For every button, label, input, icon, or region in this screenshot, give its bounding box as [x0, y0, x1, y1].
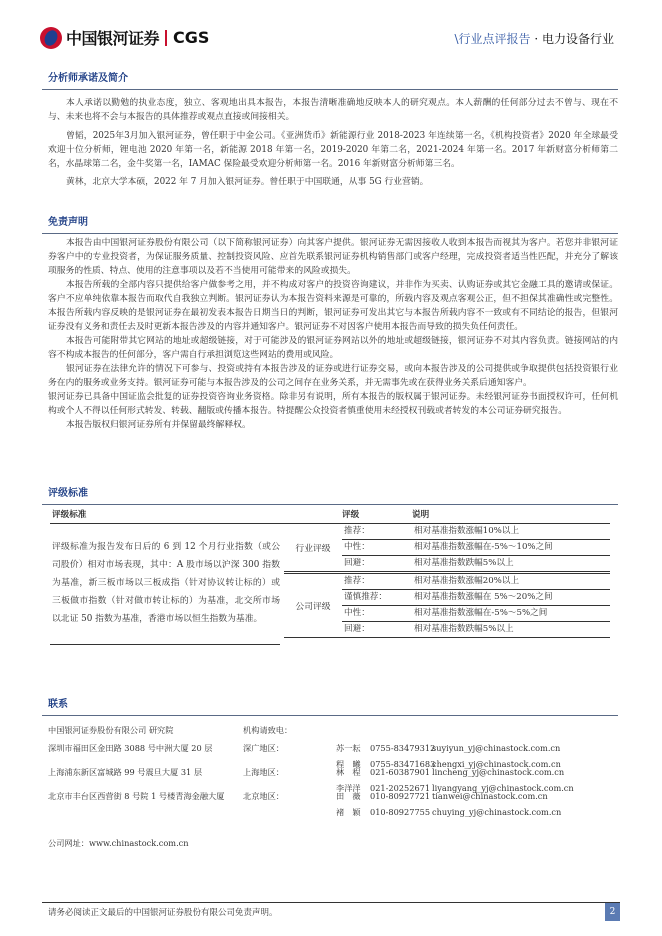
rating-level: 推荐： [344, 526, 370, 536]
rating-group-name: 公司评级 [295, 602, 331, 612]
section-title: 免责声明 [48, 217, 88, 228]
table-row [342, 589, 610, 605]
table-row [342, 621, 610, 637]
office-address: 深圳市福田区金田路 3088 号中洲大厦 20 层 [48, 743, 213, 753]
rating-table [50, 507, 610, 638]
rating-explanation: 相对基准指数跌幅5%以上 [414, 624, 514, 634]
rating-level: 推荐： [344, 576, 370, 586]
disclaimer-section [48, 216, 618, 432]
contact-name: 李洋洋 [336, 783, 361, 793]
table-row [342, 555, 610, 571]
section-title: 评级标准 [48, 488, 88, 499]
disclaimer-paragraph: 本报告所载的全部内容只提供给客户做参考之用，并不构成对客户的投资咨询建议，并非作为买卖、认购证券或其它金融工具的邀请或保证。客户不应单纯依靠本报告而取代自我独立判断。银河证券认为本报告资料来源是可靠的，所载内容及观点客观公正，但不担保其准确性或完整性。本报告所载内容反映的是银河证券在最初发表本报告日期当日的判断，银河证券可发出其它与本报告所载内容不一致或有不同结论的报告，但银河证券没有义务和责任去及时更新本报告涉及的内容并通知客户。银河证券不对因客户使用本报告而导致的损失负任何责任。 [48, 280, 618, 332]
rating-level: 中性： [344, 608, 370, 618]
analyst-bio: 曾韬，2025年3月加入银河证券，曾任职于中金公司。《亚洲货币》新能源行业 2018-2023 年连续第一名，《机构投资者》2020 年全球最受欢迎十位分析师，锂电池 2020 年第一名，新能源 2018 年第一名，2019-2020 年第二名，2021-2024 年第一名。2017 年新财富分析师第二名，水晶球第二名，金牛奖第一名，IAMAC 保险最受欢迎分析师第一名。2016 年新财富分析师第三名。 [48, 131, 618, 169]
contact-phone: 0755-83479312 [370, 743, 436, 753]
contact-email[interactable]: liyangyang_yj@chinastock.com.cn [432, 783, 574, 793]
rating-explanation: 相对基准指数涨幅在-5%～5%之间 [414, 608, 548, 618]
disclaimer-paragraph: 本报告可能附带其它网站的地址或超级链接，对于可能涉及的银河证券网站以外的地址或超级链接，银河证券不对其内容负责。链接网站的内容不构成本报告的任何部分，客户需自行承担浏览这些网站的费用或风险。 [48, 336, 618, 360]
website-link[interactable]: 公司网址：www.chinastock.com.cn [48, 838, 189, 848]
rating-group-name: 行业评级 [295, 544, 331, 554]
header-cell: 评级标准 [52, 510, 87, 520]
region-label: 深广地区： [243, 743, 284, 753]
contact-phone: 010-80927755 [370, 807, 431, 817]
brand-en: CGS [173, 28, 210, 47]
rating-level: 谨慎推荐： [344, 592, 387, 602]
table-header [50, 507, 610, 524]
brand-name: 中国银河证券 [66, 29, 160, 48]
table-row [342, 605, 610, 621]
region-label: 北京地区： [243, 791, 284, 801]
rating-section [48, 487, 618, 503]
disclaimer-paragraph: 银河证券在法律允许的情况下可参与、投资或持有本报告涉及的证券或进行证券交易，或向本报告涉及的公司提供或争取提供包括投资银行业务在内的服务或业务支持。银河证券可能与本报告涉及的公司之间存在业务关系，并无需事先或在获得业务关系后通知客户。 [48, 364, 618, 388]
company-name: 中国银河证券股份有限公司 研究院 [48, 725, 174, 735]
rating-level: 回避： [344, 624, 370, 634]
disclaimer-paragraph: 本报告版权归银河证券所有并保留最终解释权。 [66, 420, 251, 430]
analyst-bio: 黄林，北京大学本硕，2022 年 7 月加入银河证券。曾任职于中国联通，从事 5G 行业营销。 [66, 177, 429, 187]
rating-description: 评级标准为报告发布日后的 6 到 12 个月行业指数（或公司股价）相对市场表现，其中：A 股市场以沪深 300 指数为基准，新三板市场以三板成指（针对协议转让标的）或三板做市指数（针对做市转让标的）为基准，北交所市场以北证 50 指数为基准，香港市场以恒生指数为基准。 [52, 542, 280, 624]
table-row [342, 524, 610, 539]
logo-divider [165, 30, 167, 46]
disclaimer-paragraph: 本报告由中国银河证券股份有限公司（以下简称银河证券）向其客户提供。银河证券无需因接收人收到本报告而视其为客户。若您并非银河证券客户中的专业投资者，为保证服务质量、控制投资风险、应首先联系银河证券机构销售部门或客户经理，完成投资者适当性匹配，并充分了解该项服务的性质、特点、使用的注意事项以及若不当使用可能带来的风险或损失。 [48, 238, 618, 276]
rating-explanation: 相对基准指数涨幅20%以上 [414, 576, 520, 586]
office-address: 北京市丰台区西营街 8 号院 1 号楼青海金融大厦 [48, 791, 225, 801]
rating-explanation: 相对基准指数跌幅5%以上 [414, 558, 514, 568]
contact-name: 林 程 [336, 767, 361, 777]
industry: 电力设备行业 [541, 32, 614, 46]
divider [50, 644, 280, 645]
logo-mark-icon [40, 27, 62, 49]
contact-name: 程 曦 [336, 759, 361, 769]
rating-level: 中性： [344, 542, 370, 552]
section-title: 联系 [48, 699, 68, 710]
contact-email[interactable]: suyiyun_yj@chinastock.com.cn [432, 743, 561, 753]
company-logo [40, 26, 209, 49]
table-row [342, 574, 610, 589]
office-address: 上海浦东新区富城路 99 号震旦大厦 31 层 [48, 767, 203, 777]
commitment-text: 本人承诺以勤勉的执业态度，独立、客观地出具本报告，本报告清晰准确地反映本人的研究观点。本人薪酬的任何部分过去不曾与、现在不与、未来也将不会与本报告的具体推荐或观点直接或间接相关。 [48, 98, 618, 122]
contact-phone: 021-60387901 [370, 767, 431, 777]
rating-explanation: 相对基准指数涨幅在-5%～10%之间 [414, 542, 553, 552]
contact-phone: 021-20252671 [370, 783, 431, 793]
contact-email[interactable]: chengxi_yj@chinastock.com.cn [432, 759, 561, 769]
rating-group [284, 524, 610, 571]
contact-email[interactable]: tianwei@chinastock.com.cn [432, 791, 548, 801]
contact-name: 田 薇 [336, 791, 361, 801]
institution-label: 机构请致电： [243, 725, 293, 735]
contact-phone: 0755-83471683 [370, 759, 436, 769]
disclaimer-paragraph: 银河证券已具备中国证监会批复的证券投资咨询业务资格。除非另有说明，所有本报告的版权属于银河证券。未经银河证券书面授权许可，任何机构或个人不得以任何形式转发、转载、翻版或传播本报告。特提醒公众投资者慎重使用未经授权刊载或者转发的本公司证券研究报告。 [48, 392, 618, 416]
divider [42, 233, 618, 234]
rating-explanation: 相对基准指数涨幅10%以上 [414, 526, 520, 536]
contact-name: 苏一耘 [336, 743, 361, 753]
section-title: 分析师承诺及简介 [48, 73, 128, 84]
report-type: \行业点评报告 [454, 32, 531, 46]
footer-disclaimer: 请务必阅读正文最后的中国银河证券股份有限公司免责声明。 [48, 908, 278, 918]
rating-group [284, 571, 610, 638]
contact-phone: 010-80927721 [370, 791, 431, 801]
rating-explanation: 相对基准指数涨幅在 5%～20%之间 [414, 592, 553, 602]
header-cell: 说明 [412, 510, 430, 520]
divider [42, 89, 618, 90]
footer-divider [42, 902, 620, 903]
contact-section [48, 698, 618, 714]
contact-email[interactable]: chuying_yj@chinastock.com.cn [432, 807, 562, 817]
separator: · [530, 32, 542, 46]
divider [42, 504, 618, 505]
table-row [342, 539, 610, 555]
analyst-section [48, 72, 618, 189]
contact-name: 褚 颖 [336, 807, 361, 817]
report-category [454, 30, 614, 47]
rating-level: 回避： [344, 558, 370, 568]
header-cell: 评级 [342, 510, 360, 520]
divider [42, 715, 618, 716]
page-number: 2 [605, 903, 620, 921]
region-label: 上海地区： [243, 767, 284, 777]
contact-email[interactable]: lincheng_yj@chinastock.com.cn [432, 767, 565, 777]
